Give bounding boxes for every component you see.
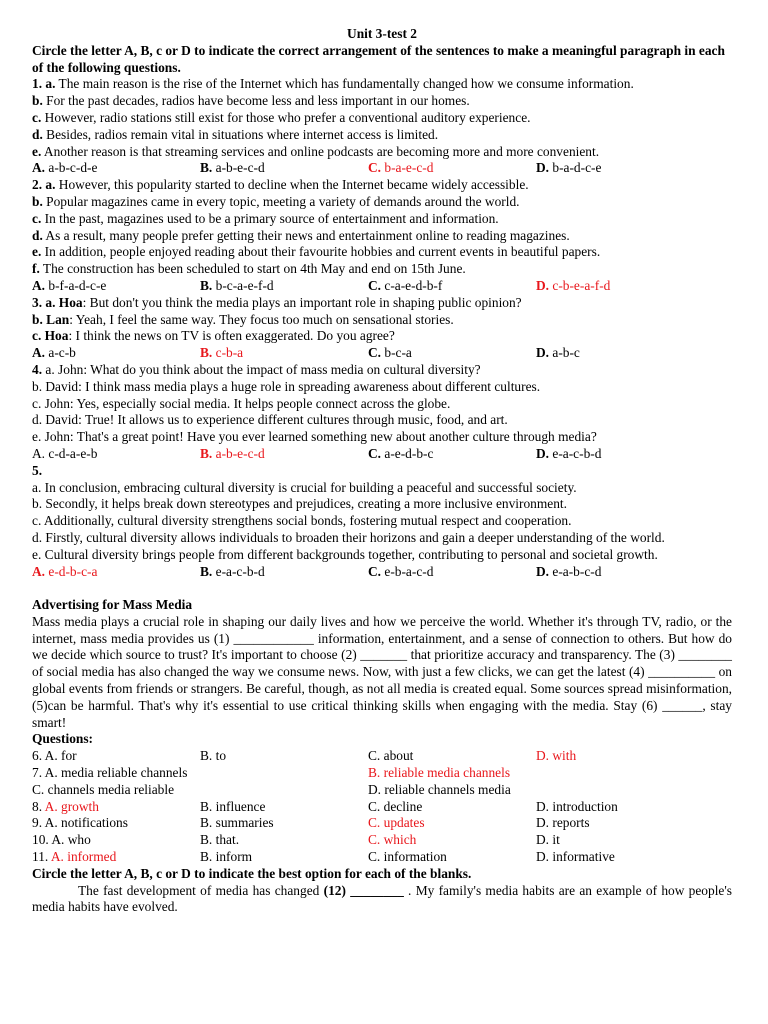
blank-option[interactable] <box>32 782 368 799</box>
line-text: In the past, magazines used to be a primary source of entertainment and information. <box>41 210 499 226</box>
option-letter: C. <box>368 445 382 461</box>
instruction-blanks: Circle the letter A, B, c or D to indicate the best option for each of the blanks. <box>32 865 472 881</box>
question-line <box>32 76 732 93</box>
option-text: b-f-a-d-c-e <box>45 277 107 293</box>
option-text: B. to <box>200 748 227 764</box>
option-text: A. growth <box>44 798 99 814</box>
line-label: 3. a. Hoa <box>32 294 83 310</box>
line-label: c. <box>32 210 42 226</box>
option-letter: A. <box>32 160 46 176</box>
line-label: 5. <box>32 462 43 478</box>
line-text: a. In conclusion, embracing cultural diversity is crucial for building a peaceful and successful society. <box>32 479 577 495</box>
line-text: e. John: That's a great point! Have you ever learned something new about another culture through media? <box>32 429 597 445</box>
line-text: Besides, radios remain vital in situations where internet access is limited. <box>42 126 439 142</box>
line-text: b. David: I think mass media plays a huge role in spreading awareness about different cultures. <box>32 378 541 394</box>
option-text: b-a-d-c-e <box>549 160 602 176</box>
option-text: e-b-a-c-d <box>381 563 434 579</box>
blank-option[interactable] <box>32 799 200 816</box>
question-line <box>32 194 732 211</box>
blank-question-row <box>32 748 732 765</box>
blank-option[interactable] <box>368 815 536 832</box>
option-text: B. influence <box>200 798 266 814</box>
option-letter: C. <box>368 160 382 176</box>
blank-option[interactable] <box>32 765 368 782</box>
answer-option[interactable] <box>32 345 200 362</box>
blank-option[interactable] <box>32 832 200 849</box>
blank-option[interactable] <box>536 849 686 866</box>
answer-option[interactable] <box>368 345 536 362</box>
option-text: C. about <box>368 748 414 764</box>
questions-heading: Questions: <box>32 731 94 747</box>
question-block <box>32 463 732 581</box>
blank-option[interactable] <box>536 832 686 849</box>
option-number: 11. <box>32 849 51 865</box>
line-label: b. Lan <box>32 311 70 327</box>
line-label: b. <box>32 93 43 109</box>
question-block <box>32 177 732 295</box>
line-text: The construction has been scheduled to start on 4th May and end on 15th June. <box>39 261 466 277</box>
blank-option[interactable] <box>536 748 686 765</box>
line-label: d. <box>32 126 43 142</box>
line-text: c. John: Yes, especially social media. It helps people connect across the globe. <box>32 395 451 411</box>
blank-question-row <box>32 815 732 832</box>
answer-options <box>32 564 732 581</box>
line-text: e. Cultural diversity brings people from different backgrounds together, contributing to personal and societal growth. <box>32 546 658 562</box>
line-label: 4. <box>32 361 43 377</box>
question-line <box>32 362 732 379</box>
blank-12: (12) ________ <box>323 882 404 898</box>
answer-option[interactable] <box>368 160 536 177</box>
answer-option[interactable] <box>536 278 686 295</box>
line-text: Another reason is that streaming services and online podcasts are becoming more and more convenient. <box>41 143 600 159</box>
option-text: e-a-c-b-d <box>549 445 602 461</box>
question-line <box>32 328 732 345</box>
option-text: D. introduction <box>536 798 618 814</box>
line-text: d. Firstly, cultural diversity allows individuals to broaden their horizons and gain a deeper understanding of the world. <box>32 529 665 545</box>
question-line <box>32 244 732 261</box>
final-paragraph <box>32 883 732 917</box>
question-line <box>32 379 732 396</box>
line-label: b. <box>32 193 43 209</box>
line-label: 2. a. <box>32 177 56 193</box>
answer-option[interactable] <box>200 345 368 362</box>
option-text: D. with <box>536 748 577 764</box>
line-text: However, this popularity started to decline when the Internet became widely accessible. <box>55 177 529 193</box>
answer-options <box>32 446 732 463</box>
answer-option[interactable] <box>368 564 536 581</box>
option-text: D. reports <box>536 815 590 831</box>
option-text: C. which <box>368 832 417 848</box>
option-text: a-e-d-b-c <box>381 445 434 461</box>
blank-option[interactable] <box>536 815 686 832</box>
answer-option[interactable] <box>200 278 368 295</box>
line-label: c. <box>32 109 42 125</box>
answer-option[interactable] <box>200 564 368 581</box>
option-text: a-b-e-c-d <box>212 160 265 176</box>
answer-option[interactable] <box>32 160 200 177</box>
option-text: b-c-a <box>381 345 412 361</box>
option-text: D. informative <box>536 849 615 865</box>
worksheet-page <box>32 26 732 916</box>
line-text: : But don't you think the media plays an important role in shaping public opinion? <box>82 294 522 310</box>
option-letter: A. <box>32 445 46 461</box>
option-letter: A. <box>32 277 46 293</box>
option-letter: D. <box>536 277 550 293</box>
line-label: 1. a. <box>32 76 56 92</box>
blank-option[interactable] <box>32 748 200 765</box>
question-block <box>32 295 732 362</box>
blank-option[interactable] <box>368 799 536 816</box>
option-text: A. informed <box>50 849 117 865</box>
line-text: b. Secondly, it helps break down stereotypes and prejudices, creating a more inclusive environment. <box>32 496 567 512</box>
arrangement-questions <box>32 76 732 580</box>
question-line <box>32 396 732 413</box>
option-text: C. information <box>368 849 447 865</box>
answer-option[interactable] <box>368 278 536 295</box>
blank-question-row <box>32 799 732 816</box>
question-line <box>32 547 732 564</box>
option-text: 10. A. who <box>32 832 91 848</box>
option-letter: B. <box>200 563 213 579</box>
option-text: B. inform <box>200 849 253 865</box>
answer-option[interactable] <box>536 345 686 362</box>
line-text: c. Additionally, cultural diversity strengthens social bonds, fostering mutual respect and cooperation. <box>32 513 572 529</box>
blank-option[interactable] <box>368 765 536 782</box>
blank-option[interactable] <box>200 849 368 866</box>
answer-options <box>32 278 732 295</box>
final-text-after: . My family's media habits are an example of how people's media habits have evolved. <box>32 882 732 915</box>
blank-option[interactable] <box>368 832 536 849</box>
blank-question-row <box>32 765 732 782</box>
answer-option[interactable] <box>536 564 686 581</box>
question-line <box>32 513 732 530</box>
answer-option[interactable] <box>32 278 200 295</box>
option-text: C. updates <box>368 815 425 831</box>
line-text: As a result, many people prefer getting their news and entertainment online to reading magazines. <box>42 227 570 243</box>
answer-option[interactable] <box>32 564 200 581</box>
question-line <box>32 530 732 547</box>
option-text: C. decline <box>368 798 423 814</box>
line-text: a. John: What do you think about the impact of mass media on cultural diversity? <box>42 361 481 377</box>
blank-option[interactable] <box>536 799 686 816</box>
option-text: e-a-c-b-d <box>212 563 265 579</box>
option-text: B. reliable media channels <box>368 765 511 781</box>
answer-option[interactable] <box>200 160 368 177</box>
passage-text: Mass media plays a crucial role in shaping our daily lives and how we perceive the world. Whether it's through TV, radio, or the internet, mass media provides us (1) ____________ information, entertainment, and a sense of connection to others. But how do we decide which source to trust? It's important to choose (2) _______ that prioritize accuracy and transparency. The (3) ________ of social media has also changed the way we consume news. Now, with just a few clicks, we can get the latest (4) __________ on global events from friends or strangers. Be careful, though, as not all media is created equal. Some sources spread misinformation, (5)can be harmful. That's why it's essential to use critical thinking skills when engaging with the media. Stay (6) ______, stay smart! <box>32 613 732 730</box>
blank-option[interactable] <box>32 815 200 832</box>
option-letter: B. <box>200 160 213 176</box>
option-letter: C. <box>368 345 382 361</box>
line-text: However, radio stations still exist for those who prefer a conventional auditory experience. <box>41 109 531 125</box>
answer-options <box>32 345 732 362</box>
line-label: d. <box>32 227 43 243</box>
blank-option[interactable] <box>200 799 368 816</box>
option-text: 7. A. media reliable channels <box>32 765 188 781</box>
blank-option[interactable] <box>368 849 536 866</box>
option-letter: B. <box>200 277 213 293</box>
option-text: C. channels media reliable <box>32 781 175 797</box>
option-text: B. summaries <box>200 815 274 831</box>
question-line <box>32 144 732 161</box>
option-letter: B. <box>200 345 213 361</box>
line-label: f. <box>32 261 40 277</box>
answer-option[interactable] <box>368 446 536 463</box>
option-text: 9. A. notifications <box>32 815 128 831</box>
option-letter: A. <box>32 563 46 579</box>
answer-option[interactable] <box>536 446 686 463</box>
option-text: a-b-e-c-d <box>212 445 265 461</box>
blank-option[interactable] <box>32 849 200 866</box>
blank-option[interactable] <box>200 832 368 849</box>
question-line <box>32 295 732 312</box>
option-letter: C. <box>368 277 382 293</box>
option-text: e-d-b-c-a <box>45 563 98 579</box>
line-label: e. <box>32 143 42 159</box>
question-line <box>32 429 732 446</box>
question-line <box>32 228 732 245</box>
option-text: e-a-b-c-d <box>549 563 602 579</box>
question-line <box>32 127 732 144</box>
option-letter: D. <box>536 160 550 176</box>
option-letter: D. <box>536 445 550 461</box>
blank-question-row <box>32 782 732 799</box>
line-label: e. <box>32 244 42 260</box>
question-line <box>32 312 732 329</box>
line-text: For the past decades, radios have become less and less important in our homes. <box>42 93 470 109</box>
line-text: : Yeah, I feel the same way. They focus too much on sensational stories. <box>69 311 454 327</box>
option-text: c-b-e-a-f-d <box>549 277 611 293</box>
instruction-arrangement: Circle the letter A, B, c or D to indicate the correct arrangement of the sentences to make a meaningful paragraph in each of the following questions. <box>32 42 725 75</box>
question-block <box>32 362 732 463</box>
answer-option[interactable] <box>32 446 200 463</box>
option-text: c-b-a <box>212 345 244 361</box>
blank-question-row <box>32 832 732 849</box>
option-text: D. reliable channels media <box>368 781 511 797</box>
answer-option[interactable] <box>536 160 686 177</box>
spacer <box>32 580 732 597</box>
option-letter: D. <box>536 563 550 579</box>
option-number: 8. <box>32 798 45 814</box>
line-text: Popular magazines came in every topic, meeting a variety of demands around the world. <box>42 193 520 209</box>
line-text: The main reason is the rise of the Internet which has fundamentally changed how we consume information. <box>55 76 634 92</box>
line-text: In addition, people enjoyed reading about their favourite hobbies and current events in beautiful papers. <box>41 244 601 260</box>
blank-option[interactable] <box>368 748 536 765</box>
final-text-before: The fast development of media has changed <box>78 882 324 898</box>
question-line <box>32 261 732 278</box>
option-letter: B. <box>200 445 213 461</box>
option-text: D. it <box>536 832 560 848</box>
question-line <box>32 177 732 194</box>
option-text: a-b-c <box>549 345 580 361</box>
option-letter: D. <box>536 345 550 361</box>
passage-heading: Advertising for Mass Media <box>32 597 193 613</box>
question-line <box>32 496 732 513</box>
answer-options <box>32 160 732 177</box>
blank-question-row <box>32 849 732 866</box>
question-line <box>32 480 732 497</box>
option-text: a-c-b <box>45 345 76 361</box>
option-text: a-b-c-d-e <box>45 160 98 176</box>
option-letter: A. <box>32 345 46 361</box>
line-label: c. Hoa <box>32 328 69 344</box>
page-title: Unit 3-test 2 <box>347 26 417 41</box>
blank-option[interactable] <box>200 815 368 832</box>
question-line <box>32 211 732 228</box>
blank-option[interactable] <box>368 782 536 799</box>
option-text: b-c-a-e-f-d <box>212 277 274 293</box>
option-text: c-d-a-e-b <box>45 445 98 461</box>
blank-option[interactable] <box>200 748 368 765</box>
question-line <box>32 110 732 127</box>
option-text: 6. A. for <box>32 748 77 764</box>
blank-questions <box>32 748 732 866</box>
option-text: c-a-e-d-b-f <box>381 277 443 293</box>
option-text: B. that. <box>200 832 240 848</box>
question-block <box>32 76 732 177</box>
line-text: d. David: True! It allows us to experience different cultures through music, food, and art. <box>32 412 508 428</box>
option-letter: C. <box>368 563 382 579</box>
question-line <box>32 412 732 429</box>
line-text: : I think the news on TV is often exaggerated. Do you agree? <box>68 328 395 344</box>
answer-option[interactable] <box>200 446 368 463</box>
question-line <box>32 463 732 480</box>
question-line <box>32 93 732 110</box>
option-text: b-a-e-c-d <box>381 160 434 176</box>
